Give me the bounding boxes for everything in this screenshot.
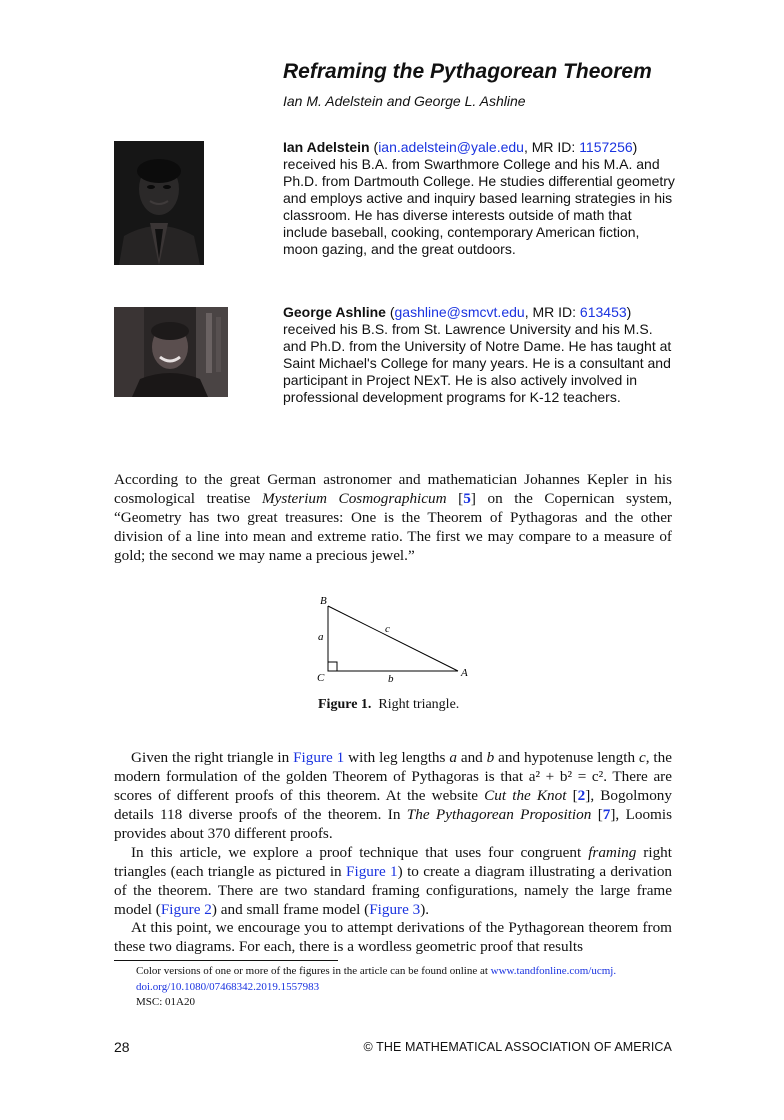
publisher-footer: © THE MATHEMATICAL ASSOCIATION OF AMERICA (363, 1040, 672, 1054)
figure-1-link[interactable]: Figure 1 (293, 749, 345, 766)
emphasis: framing (588, 844, 637, 861)
citation-link[interactable]: 2 (577, 787, 586, 804)
side-label-c: c (385, 623, 390, 635)
page-number: 28 (114, 1039, 130, 1055)
text-run: ) to create a diagram illustrating a derivation of the theorem. There are two standard framing configurations, namely the large frame model ( (114, 863, 673, 918)
author-name: Ian Adelstein (283, 139, 370, 155)
email-link[interactable]: gashline@smcvt.edu (394, 304, 525, 320)
mr-id-link[interactable]: 613453 (579, 304, 627, 320)
journal-url-link[interactable]: www.tandfonline.com/ucmj. (490, 965, 617, 977)
vertex-label-a: A (461, 667, 468, 679)
body-paragraph-1: Given the right triangle in Figure 1 with leg lengths a and b and hypotenuse length c, the modern formulation of the golden Theorem of Pythagoras is that a² + b² = c². There are scores of different proofs of this theorem. At the website Cut the Knot [2], Bogolmony details 118 diverse proofs of the theorem. In The Pythagorean Proposition [7], Loomis provides about 370 different proofs. (114, 749, 672, 842)
msc-code: MSC: 01A20 (136, 996, 195, 1008)
text-run: ). (420, 901, 430, 918)
figure-caption (318, 697, 459, 713)
text-run: Given the right triangle in (131, 749, 294, 766)
figure-1-link[interactable]: Figure 1 (346, 863, 398, 880)
text-run: and hypotenuse length (494, 749, 639, 766)
math-var: b (486, 749, 495, 766)
author-bio-ashline: George Ashline (gashline@smcvt.edu, MR ID: 613453) received his B.S. from St. Lawrence University and his M.S. and Ph.D. from the University of Notre Dame. He has taught at Saint Michael's College for many years. He is a consultant and participant in Project NExT. He is also actively involved in professional development programs for K-12 teachers. (283, 304, 672, 405)
author-photo-ashline (114, 307, 228, 397)
side-label-b: b (388, 673, 394, 685)
body-paragraph-3: At this point, we encourage you to attempt derivations of the Pythagorean theorem from these two diagrams. For each, there is a wordless geometric proof that results (114, 919, 672, 955)
side-label-a: a (318, 631, 324, 643)
article-title: Reframing the Pythagorean Theorem (283, 60, 652, 83)
footnote-rule (114, 960, 338, 961)
website-title: Cut the Knot (484, 787, 567, 804)
caption-label: Figure 1. (318, 697, 372, 712)
vertex-label-c: C (317, 672, 325, 684)
footnote (136, 964, 696, 1011)
caption-text: Right triangle. (378, 697, 460, 712)
math-var: a (449, 749, 457, 766)
text-run: and (456, 749, 487, 766)
mr-id-label: MR ID: (531, 139, 576, 155)
author-name: George Ashline (283, 304, 386, 320)
email-link[interactable]: ian.adelstein@yale.edu (378, 139, 524, 155)
right-angle-marker (328, 662, 337, 671)
text-run: According to the great German astronomer and mathematician Johannes Kepler in his cosmological treatise (114, 471, 672, 507)
mr-id-label: MR ID: (532, 304, 577, 320)
footnote-text: Color versions of one or more of the figures in the article can be found online at (136, 965, 491, 977)
text-run: , the modern formulation of the golden Theorem of Pythagoras is that a² + b² = c². There are scores of different proofs of this theorem. At the website (114, 749, 672, 804)
hypotenuse-line (328, 606, 458, 671)
text-run: , Bogolmony details 118 diverse proofs of the theorem. In (114, 787, 672, 823)
text-run: ) and small frame model ( (211, 901, 370, 918)
intro-paragraph: According to the great German astronomer and mathematician Johannes Kepler in his cosmological treatise Mysterium Cosmographicum [5] on the Copernican system, “Geometry has two great treasures: One is the Theorem of Pythagoras and the other division of a line into mean and extreme ratio. The first we may compare to a measure of gold; the second we may name a precious jewel.” (114, 471, 672, 564)
figure-right-triangle (300, 592, 480, 692)
math-var: c (638, 749, 646, 766)
text-run: right triangles (each triangle as pictured in (114, 844, 672, 880)
text-run: , Loomis provides about 370 different proofs. (114, 806, 672, 842)
citation-link[interactable]: 5 (463, 490, 471, 507)
article-authors: Ian M. Adelstein and George L. Ashline (283, 93, 526, 109)
footnote-line-1 (136, 964, 696, 980)
body-paragraph-2 (114, 843, 672, 919)
book-title: Mysterium Cosmographicum (262, 490, 447, 507)
text-run: In this article, we explore a proof technique that uses four congruent (131, 844, 589, 861)
citation-link[interactable]: 7 (602, 806, 611, 823)
author-bio-adelstein: Ian Adelstein (ian.adelstein@yale.edu, MR ID: 1157256) received his B.A. from Swarthmore College and his M.A. and Ph.D. from Dartmouth College. He studies differential geometry and employs active and inquiry based learning strategies in his classroom. He has diverse interests outside of math that include baseball, cooking, contemporary American fiction, moon gazing, and the great outdoors. (283, 139, 675, 257)
text-run: with leg lengths (344, 749, 450, 766)
vertex-label-b: B (320, 595, 327, 607)
text-run: on the Copernican system, “Geometry has two great treasures: One is the Theorem of Pythagoras and the other division of a line into mean and extreme ratio. The first we may compare to a measure of gold; the second we may name a precious jewel.” (114, 490, 672, 564)
figure-3-link[interactable]: Figure 3 (369, 901, 421, 918)
bio-text: received his B.S. from St. Lawrence University and his M.S. and Ph.D. from the University of Notre Dame. He has taught at Saint Michael's College for many years. He is a consultant and participant in Project NExT. He is also actively involved in professional development programs for K-12 teachers. (283, 321, 672, 405)
doi-link[interactable]: doi.org/10.1080/07468342.2019.1557983 (136, 980, 320, 993)
author-photo-adelstein (114, 141, 204, 265)
book-title: The Pythagorean Proposition (406, 806, 592, 823)
figure-2-link[interactable]: Figure 2 (160, 901, 212, 918)
mr-id-link[interactable]: 1157256 (579, 139, 633, 155)
bio-text: received his B.A. from Swarthmore College and his M.A. and Ph.D. from Dartmouth College. He studies differential geometry and employs active and inquiry based learning strategies in his classroom. He has diverse interests outside of math that include baseball, cooking, contemporary American fiction, moon gazing, and the great outdoors. (283, 156, 675, 257)
